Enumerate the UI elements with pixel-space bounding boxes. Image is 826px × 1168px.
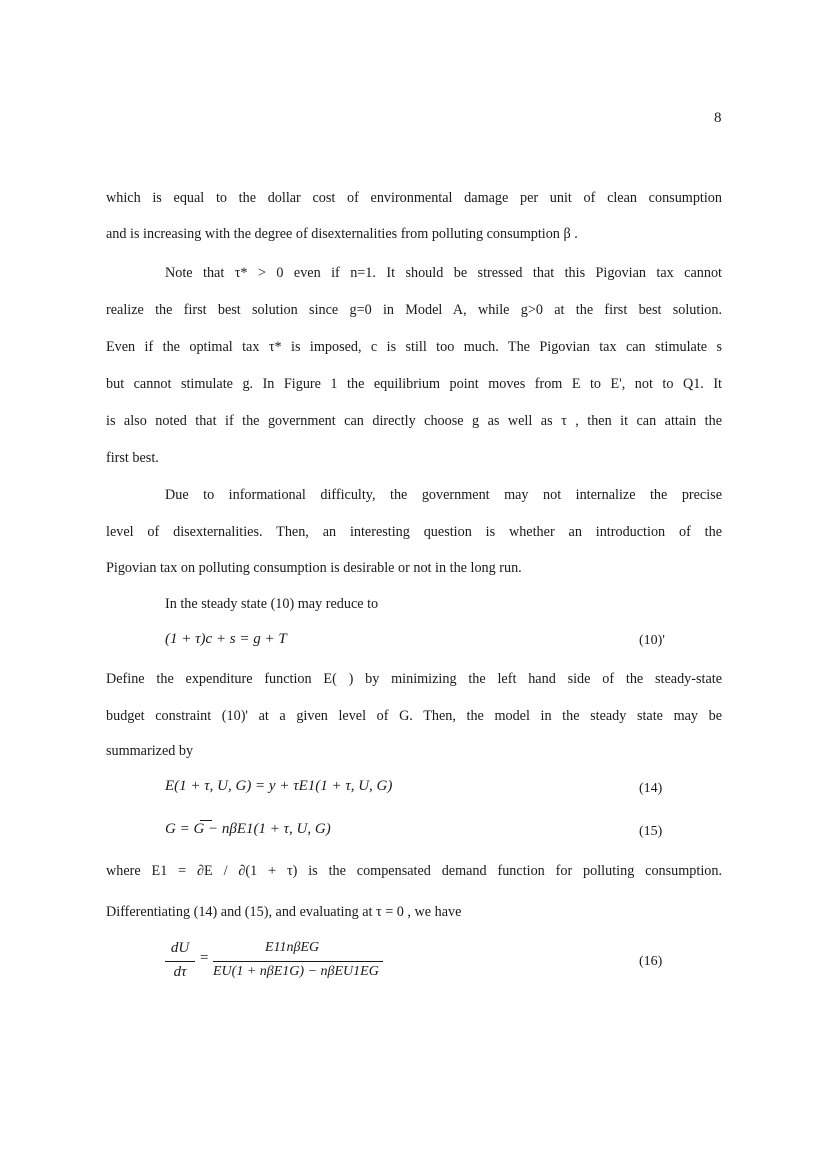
body-line: In the steady state (10) may reduce to <box>165 596 379 612</box>
equation-number: (16) <box>639 954 663 969</box>
equals-sign: = <box>200 950 209 966</box>
overline-mark <box>200 820 212 821</box>
body-line: level of disexternalities. Then, an interesting question is whether an introduction of the <box>106 524 722 540</box>
body-line: Differentiating (14) and (15), and evaluating at τ = 0 , we have <box>106 904 462 920</box>
fraction-numerator: E11nβEG <box>265 940 320 955</box>
fraction-numerator: dU <box>170 940 190 956</box>
body-line: is also noted that if the government can directly choose g as well as τ , then it can attain the <box>106 413 722 429</box>
fraction-bar <box>165 961 195 962</box>
body-line: first best. <box>106 450 159 466</box>
body-line: Due to informational difficulty, the government may not internalize the precise <box>165 487 722 503</box>
equation-16 <box>165 940 385 988</box>
body-line: Note that τ* > 0 even if n=1. It should be stressed that this Pigovian tax cannot <box>165 265 722 281</box>
page-number: 8 <box>714 110 722 126</box>
body-line: Even if the optimal tax τ* is imposed, c is still too much. The Pigovian tax can stimulate s <box>106 339 722 355</box>
equation-number: (10)' <box>639 633 665 648</box>
fraction-denominator: dτ <box>173 964 187 980</box>
equation-number: (14) <box>639 781 663 796</box>
body-line: but cannot stimulate g. In Figure 1 the equilibrium point moves from E to E', not to Q1. It <box>106 376 722 392</box>
body-line: realize the first best solution since g=0 in Model A, while g>0 at the first best solution. <box>106 302 722 318</box>
body-line: budget constraint (10)' at a given level of G. Then, the model in the steady state may be <box>106 708 722 724</box>
equation-10prime: (1 + τ)c + s = g + T <box>165 631 287 647</box>
body-line: summarized by <box>106 743 194 759</box>
fraction-bar <box>213 961 383 962</box>
equation-number: (15) <box>639 824 663 839</box>
body-line: and is increasing with the degree of disexternalities from polluting consumption β . <box>106 226 578 242</box>
body-line: where E1 = ∂E / ∂(1 + τ) is the compensated demand function for polluting consumption. <box>106 863 722 879</box>
body-line: Pigovian tax on polluting consumption is desirable or not in the long run. <box>106 560 522 576</box>
equation-14: E(1 + τ, U, G) = y + τE1(1 + τ, U, G) <box>165 778 393 794</box>
equation-15: G = G − nβE1(1 + τ, U, G) <box>165 821 331 837</box>
body-line: which is equal to the dollar cost of environmental damage per unit of clean consumption <box>106 190 722 206</box>
fraction-denominator: EU(1 + nβE1G) − nβEU1EG <box>213 964 379 979</box>
body-line: Define the expenditure function E( ) by minimizing the left hand side of the steady-state <box>106 671 722 687</box>
